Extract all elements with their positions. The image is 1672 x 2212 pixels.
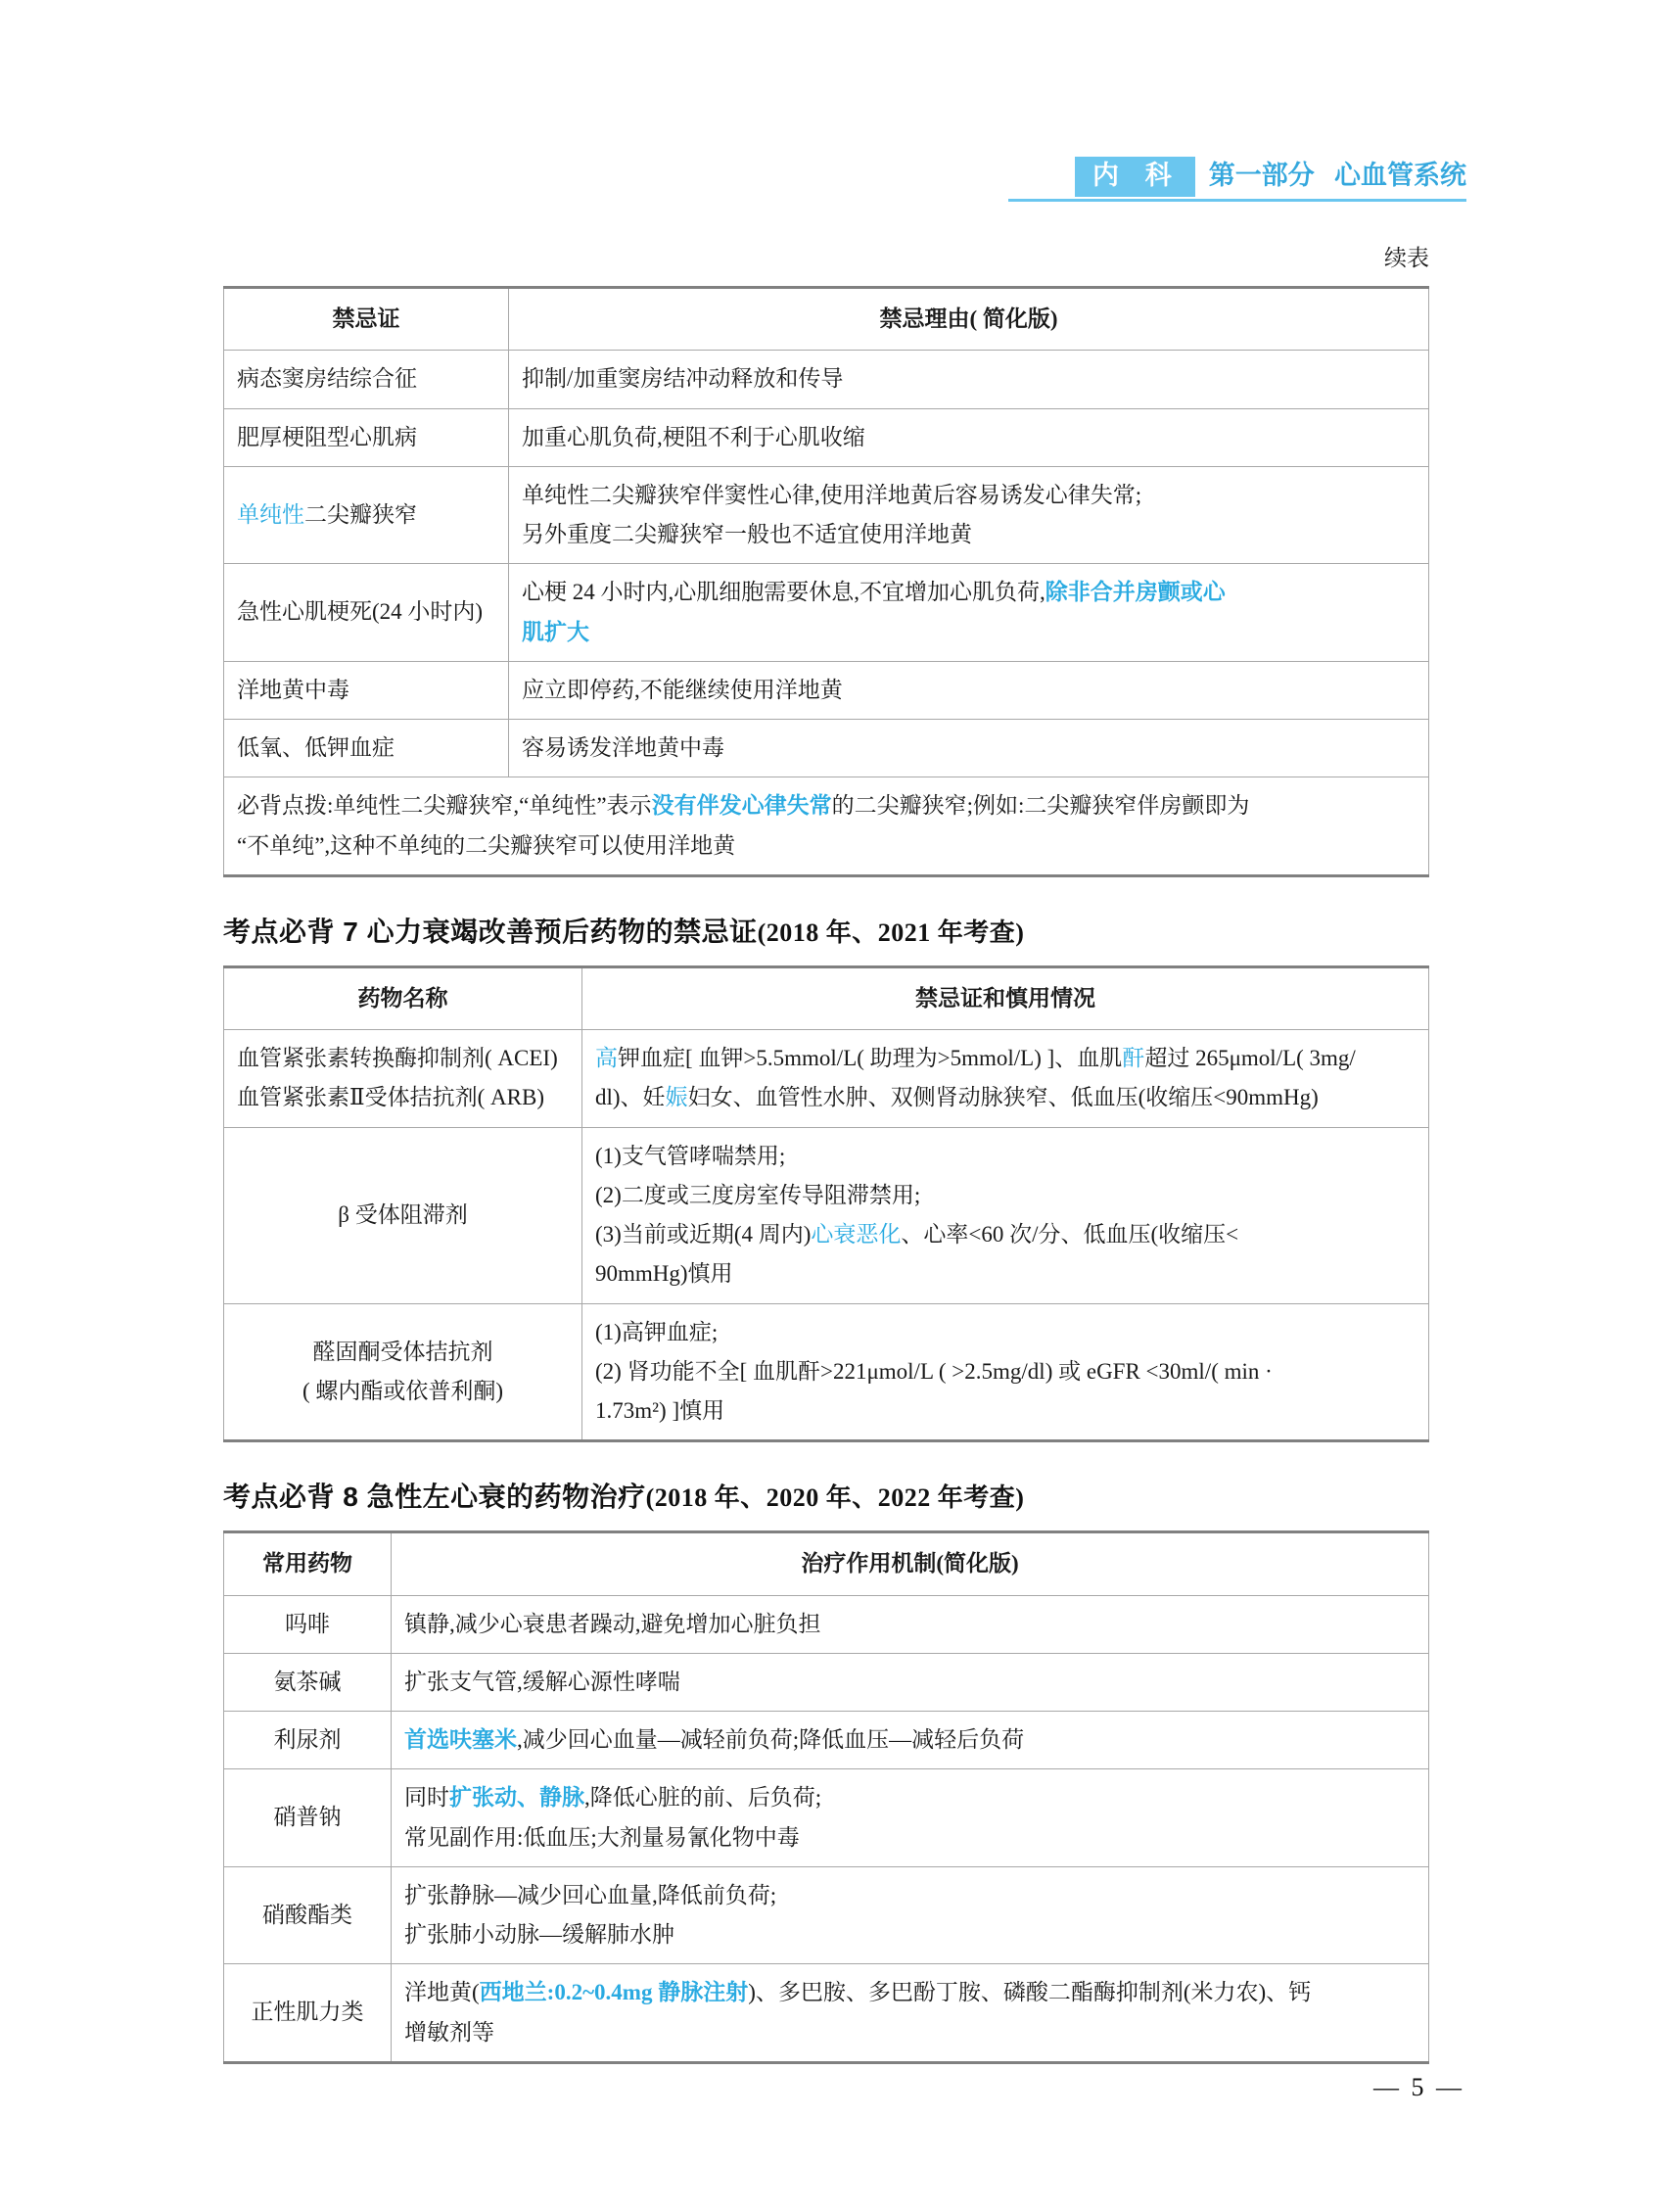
cell-line — [522, 418, 1416, 457]
body-text: ,降低心脏的前、后负荷; — [584, 1785, 822, 1811]
table-row — [224, 1303, 1429, 1441]
row-detail-cell — [509, 466, 1429, 564]
cell-line — [522, 476, 1416, 515]
table3-head — [224, 1532, 1429, 1595]
body-text: (2)二度或三度房室传导阻滞禁用; — [595, 1182, 921, 1207]
row-label-line: 血管紧张素Ⅱ受体拮抗剂( ARB) — [237, 1085, 544, 1110]
row-detail-cell — [582, 1030, 1429, 1128]
body-text: 妇女、血管性水肿、双侧肾动脉狭窄、低血压(收缩压<90mmHg) — [687, 1085, 1319, 1110]
body-text: 应立即停药,不能继续使用洋地黄 — [522, 677, 843, 702]
body-text: dl)、妊 — [595, 1085, 666, 1110]
section-heading-8-title: 考点必背 8 急性左心衰的药物治疗 — [223, 1482, 646, 1513]
cell-line — [522, 573, 1416, 612]
row-label-line: 醛固酮受体拮抗剂 — [312, 1339, 493, 1364]
table-note-cell — [224, 777, 1429, 876]
cell-line — [522, 515, 1416, 554]
cell-line — [595, 1176, 1416, 1215]
table1-col-header-1: 禁忌理由( 简化版) — [509, 288, 1429, 351]
cell-line — [595, 1039, 1416, 1078]
cell-line — [404, 1973, 1416, 2012]
cell-line — [404, 1778, 1416, 1817]
table-row — [224, 466, 1429, 564]
table2-col-header-0: 药物名称 — [224, 966, 582, 1029]
body-text: 扩张静脉—减少回心血量,降低前负荷; — [404, 1882, 777, 1907]
cell-line — [595, 1313, 1416, 1352]
body-text: 镇静,减少心衰患者躁动,避免增加心脏负担 — [404, 1611, 821, 1636]
row-detail-cell — [509, 564, 1429, 662]
body-text: 、心率<60 次/分、低血压(收缩压< — [901, 1222, 1239, 1247]
table2-head — [224, 966, 1429, 1029]
emphasis-blue-text: 心衰恶化 — [811, 1222, 902, 1247]
table-row — [224, 1030, 1429, 1128]
table1-body — [224, 351, 1429, 876]
cell-line — [595, 1137, 1416, 1176]
table-row — [224, 1653, 1429, 1711]
table-row — [224, 351, 1429, 408]
emphasis-blue-text: 酐 — [1122, 1046, 1145, 1070]
section-heading-7-years: (2018 年、2021 年考查) — [757, 918, 1025, 947]
table-row — [224, 1127, 1429, 1303]
row-label-cell — [224, 1303, 582, 1441]
table-row — [224, 1866, 1429, 1964]
running-header-inner — [1075, 157, 1466, 197]
table-header-row — [224, 966, 1429, 1029]
row-label-cell: 利尿剂 — [224, 1712, 392, 1769]
cell-line — [522, 613, 1416, 652]
table-row — [224, 1712, 1429, 1769]
table-row — [224, 564, 1429, 662]
row-label-cell: 病态窦房结综合征 — [224, 351, 509, 408]
cell-line — [595, 1215, 1416, 1254]
row-detail-cell — [509, 408, 1429, 466]
table-row — [224, 1964, 1429, 2063]
body-text: 1.73m²) ]慎用 — [595, 1398, 725, 1423]
header-part-title: 第一部分 心血管系统 — [1208, 161, 1466, 191]
body-text: 心梗 24 小时内,心肌细胞需要休息,不宜增加心肌负荷, — [522, 580, 1045, 605]
body-text: 增敏剂等 — [404, 2019, 494, 2045]
section-heading-7-title: 考点必背 7 心力衰竭改善预后药物的禁忌证 — [223, 916, 758, 947]
table1-head — [224, 288, 1429, 351]
cell-line — [522, 359, 1416, 399]
emphasis-blue-bold-text: 肌扩大 — [522, 619, 589, 644]
body-text: ,减少回心血量—减轻前负荷;降低血压—减轻后负荷 — [517, 1727, 1025, 1752]
cell-line — [404, 1605, 1416, 1644]
body-text: 必背点拨:单纯性二尖瓣狭窄,“单纯性”表示 — [237, 793, 652, 819]
cell-line — [404, 1663, 1416, 1702]
continued-table-label: 续表 — [1384, 246, 1429, 270]
body-text: 常见副作用:低血压;大剂量易氰化物中毒 — [404, 1824, 800, 1850]
header-rule — [1008, 199, 1466, 202]
row-label-cell: 氨茶碱 — [224, 1653, 392, 1711]
body-text: 超过 265μmol/L( 3mg/ — [1144, 1046, 1356, 1070]
row-detail-cell — [509, 661, 1429, 719]
acute-lhf-drugs-table — [223, 1530, 1429, 2064]
cell-line — [404, 1915, 1416, 1954]
cell-line — [522, 729, 1416, 768]
row-label-cell: 急性心肌梗死(24 小时内) — [224, 564, 509, 662]
row-detail-cell — [392, 1595, 1429, 1653]
cell-line — [404, 1720, 1416, 1760]
emphasis-blue-bold-text: 西地兰:0.2~0.4mg 静脉注射 — [479, 1980, 749, 2005]
body-text: )、多巴胺、多巴酚丁胺、磷酸二酯酶抑制剂(米力农)、钙 — [748, 1980, 1312, 2005]
table3-col-header-0: 常用药物 — [224, 1532, 392, 1595]
table2-body — [224, 1030, 1429, 1441]
table-row — [224, 1769, 1429, 1867]
row-label-cell: 硝酸酯类 — [224, 1866, 392, 1964]
cell-line — [237, 786, 1416, 825]
cell-line — [237, 826, 1416, 866]
section-heading-7 — [223, 911, 1429, 950]
section-heading-8-years: (2018 年、2020 年、2022 年考查) — [645, 1483, 1025, 1513]
row-label-line: ( 螺内酯或依普利酮) — [302, 1378, 504, 1403]
body-text: 同时 — [404, 1785, 449, 1811]
row-label-cell: 低氧、低钾血症 — [224, 720, 509, 777]
body-text: (1)高钾血症; — [595, 1319, 719, 1344]
body-text: 扩张支气管,缓解心源性哮喘 — [404, 1669, 680, 1694]
table-row — [224, 1595, 1429, 1653]
emphasis-blue-text: 娠 — [665, 1085, 688, 1110]
row-label-cell: 吗啡 — [224, 1595, 392, 1653]
table-row — [224, 408, 1429, 466]
table-header-row — [224, 1532, 1429, 1595]
section-heading-8 — [223, 1476, 1429, 1515]
cell-line — [595, 1352, 1416, 1391]
row-detail-cell — [392, 1769, 1429, 1867]
body-text: 二尖瓣狭窄 — [304, 501, 417, 527]
row-detail-cell — [392, 1653, 1429, 1711]
table3-body — [224, 1595, 1429, 2062]
body-text: (3)当前或近期(4 周内) — [595, 1222, 812, 1247]
running-header — [0, 152, 1672, 197]
row-detail-cell — [509, 351, 1429, 408]
row-label-cell — [224, 466, 509, 564]
body-text: “不单纯”,这种不单纯的二尖瓣狭窄可以使用洋地黄 — [237, 832, 736, 858]
cell-line — [404, 1876, 1416, 1915]
row-detail-cell — [582, 1303, 1429, 1441]
row-label-cell: β 受体阻滞剂 — [224, 1127, 582, 1303]
hf-prognosis-drugs-table — [223, 965, 1429, 1443]
body-text: 容易诱发洋地黄中毒 — [522, 735, 724, 760]
body-text: 加重心肌负荷,梗阻不利于心肌收缩 — [522, 424, 865, 449]
cell-line — [404, 1818, 1416, 1858]
page-content — [223, 240, 1429, 2064]
body-text: 的二尖瓣狭窄;例如:二尖瓣狭窄伴房颤即为 — [831, 793, 1250, 819]
emphasis-blue-bold-text: 没有伴发心律失常 — [651, 793, 832, 819]
row-label-cell: 洋地黄中毒 — [224, 661, 509, 719]
row-label-cell: 硝普钠 — [224, 1769, 392, 1867]
row-label-cell: 肥厚梗阻型心肌病 — [224, 408, 509, 466]
cell-line — [404, 2013, 1416, 2052]
cell-line — [595, 1078, 1416, 1117]
cell-line — [595, 1254, 1416, 1294]
body-text: (2) 肾功能不全[ 血肌酐>221μmol/L ( >2.5mg/dl) 或 eGFR <30ml/( min · — [595, 1358, 1273, 1384]
cell-line — [595, 1391, 1416, 1431]
row-detail-cell — [392, 1866, 1429, 1964]
body-text: 90mmHg)慎用 — [595, 1261, 733, 1287]
row-detail-cell — [509, 720, 1429, 777]
emphasis-blue-bold-text: 除非合并房颤或心 — [1045, 580, 1226, 605]
row-label-cell: 正性肌力类 — [224, 1964, 392, 2063]
emphasis-blue-text: 高 — [595, 1046, 618, 1070]
row-detail-cell — [582, 1127, 1429, 1303]
table-note-row — [224, 777, 1429, 876]
body-text: 抑制/加重窦房结冲动释放和传导 — [522, 366, 844, 392]
row-label-cell — [224, 1030, 582, 1128]
table3-col-header-1: 治疗作用机制(简化版) — [392, 1532, 1429, 1595]
row-detail-cell — [392, 1964, 1429, 2063]
emphasis-blue-bold-text: 首选呋塞米 — [404, 1727, 517, 1752]
row-label-line: 血管紧张素转换酶抑制剂( ACEI) — [237, 1046, 558, 1070]
table-header-row — [224, 288, 1429, 351]
emphasis-blue-bold-text: 扩张动、静脉 — [449, 1785, 584, 1811]
table2-col-header-1: 禁忌证和慎用情况 — [582, 966, 1429, 1029]
table-row — [224, 661, 1429, 719]
body-text: (1)支气管哮喘禁用; — [595, 1143, 786, 1168]
cell-line — [522, 671, 1416, 710]
contraindications-table — [223, 286, 1429, 877]
body-text: 洋地黄( — [404, 1980, 480, 2005]
header-subject-badge: 内 科 — [1075, 157, 1195, 197]
table1-col-header-0: 禁忌证 — [224, 288, 509, 351]
emphasis-blue-text: 单纯性 — [237, 501, 304, 527]
body-text: 另外重度二尖瓣狭窄一般也不适宜使用洋地黄 — [522, 522, 972, 546]
table-row — [224, 720, 1429, 777]
row-detail-cell — [392, 1712, 1429, 1769]
body-text: 单纯性二尖瓣狭窄伴窦性心律,使用洋地黄后容易诱发心律失常; — [522, 482, 1142, 507]
page-number: — 5 — — [1373, 2073, 1464, 2101]
body-text: 钾血症[ 血钾>5.5mmol/L( 助理为>5mmol/L) ]、血肌 — [618, 1046, 1123, 1070]
body-text: 扩张肺小动脉—缓解肺水肿 — [404, 1922, 674, 1947]
